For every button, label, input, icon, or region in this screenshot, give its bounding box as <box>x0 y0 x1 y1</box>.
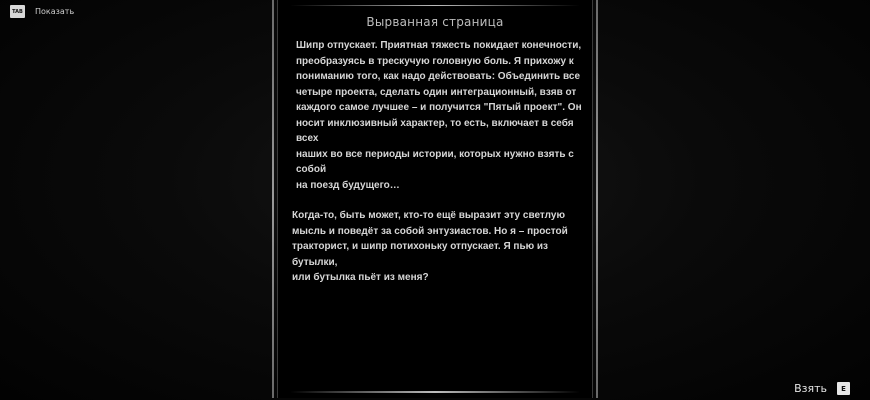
take-button[interactable] <box>794 382 850 395</box>
torn-page-panel <box>270 0 600 398</box>
note-paragraph-1: Шипр отпускает. Приятная тяжесть покидает конечности, преобразуясь в трескучую головную боль. Я прихожу к пониманию того, как надо действовать: Объединить все четыре проекта, сделать один интеграционный, взяв от каждого самое лучшее – и получится "Пятый проект". Он носит инклюзивный характер, то есть, включает в себя всех наших во все периоды истории, которых нужно взять с собой на поезд будущего… <box>296 40 582 191</box>
frame-top-divider <box>290 5 580 6</box>
note-body <box>292 38 582 286</box>
tab-show-hint[interactable] <box>10 5 74 18</box>
frame-left-inner-border <box>277 0 278 398</box>
page-title: Вырванная страница <box>366 15 504 29</box>
show-label: Показать <box>35 7 75 16</box>
tab-key-icon: TAB <box>10 5 25 18</box>
take-label: Взять <box>794 382 827 395</box>
frame-right-inner-border <box>592 0 593 398</box>
e-key-icon: E <box>837 382 850 395</box>
frame-bottom-divider <box>290 391 580 393</box>
frame-left-border <box>272 0 274 398</box>
note-paragraph-2: Когда-то, быть может, кто-то ещё выразит эту светлую мысль и поведёт за собой энтузиастов. Но я – простой тракторист, и шипр потихоньку отпускает. Я пью из бутылки, или бутылка пьёт из меня? <box>292 210 568 283</box>
frame-right-border <box>596 0 598 398</box>
